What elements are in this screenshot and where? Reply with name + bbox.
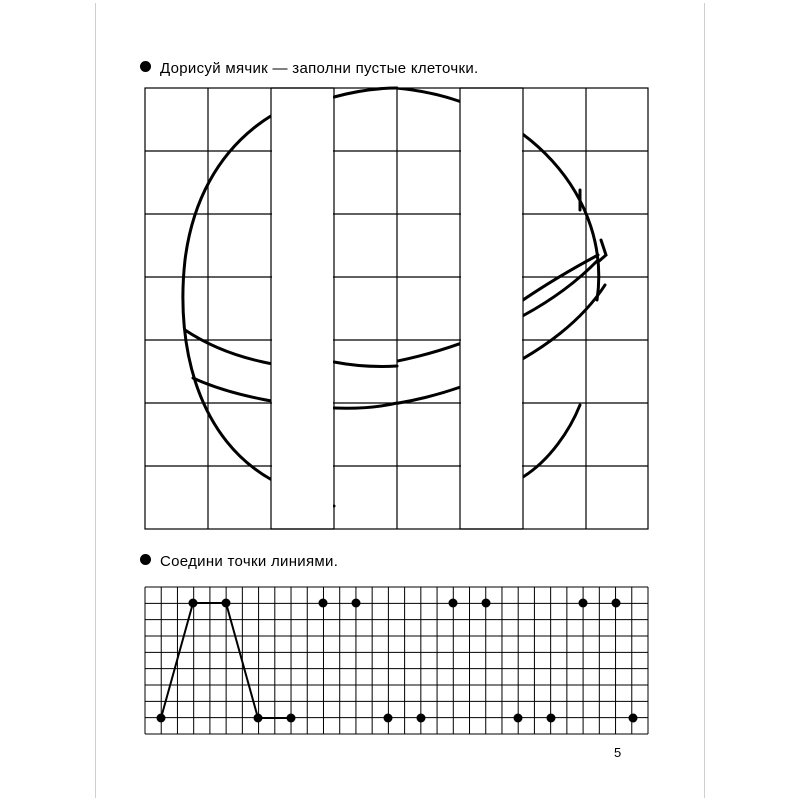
dot[interactable] bbox=[449, 599, 458, 608]
dot[interactable] bbox=[352, 599, 361, 608]
dot[interactable] bbox=[482, 599, 491, 608]
dot[interactable] bbox=[189, 599, 198, 608]
dot[interactable] bbox=[579, 599, 588, 608]
task-dots-text: Соедини точки линиями. bbox=[160, 553, 339, 570]
dot[interactable] bbox=[222, 599, 231, 608]
dots-grid bbox=[145, 587, 648, 734]
dot[interactable] bbox=[319, 599, 328, 608]
dot[interactable] bbox=[514, 714, 523, 723]
task-ball-text: Дорисуй мячик — заполни пустые клеточки. bbox=[160, 60, 479, 77]
dot[interactable] bbox=[629, 714, 638, 723]
dot[interactable] bbox=[254, 714, 263, 723]
dot[interactable] bbox=[612, 599, 621, 608]
dot[interactable] bbox=[287, 714, 296, 723]
dot[interactable] bbox=[384, 714, 393, 723]
dot[interactable] bbox=[547, 714, 556, 723]
dot[interactable] bbox=[417, 714, 426, 723]
page-number: 5 bbox=[614, 745, 622, 760]
dot[interactable] bbox=[157, 714, 166, 723]
dots-group bbox=[157, 599, 638, 723]
